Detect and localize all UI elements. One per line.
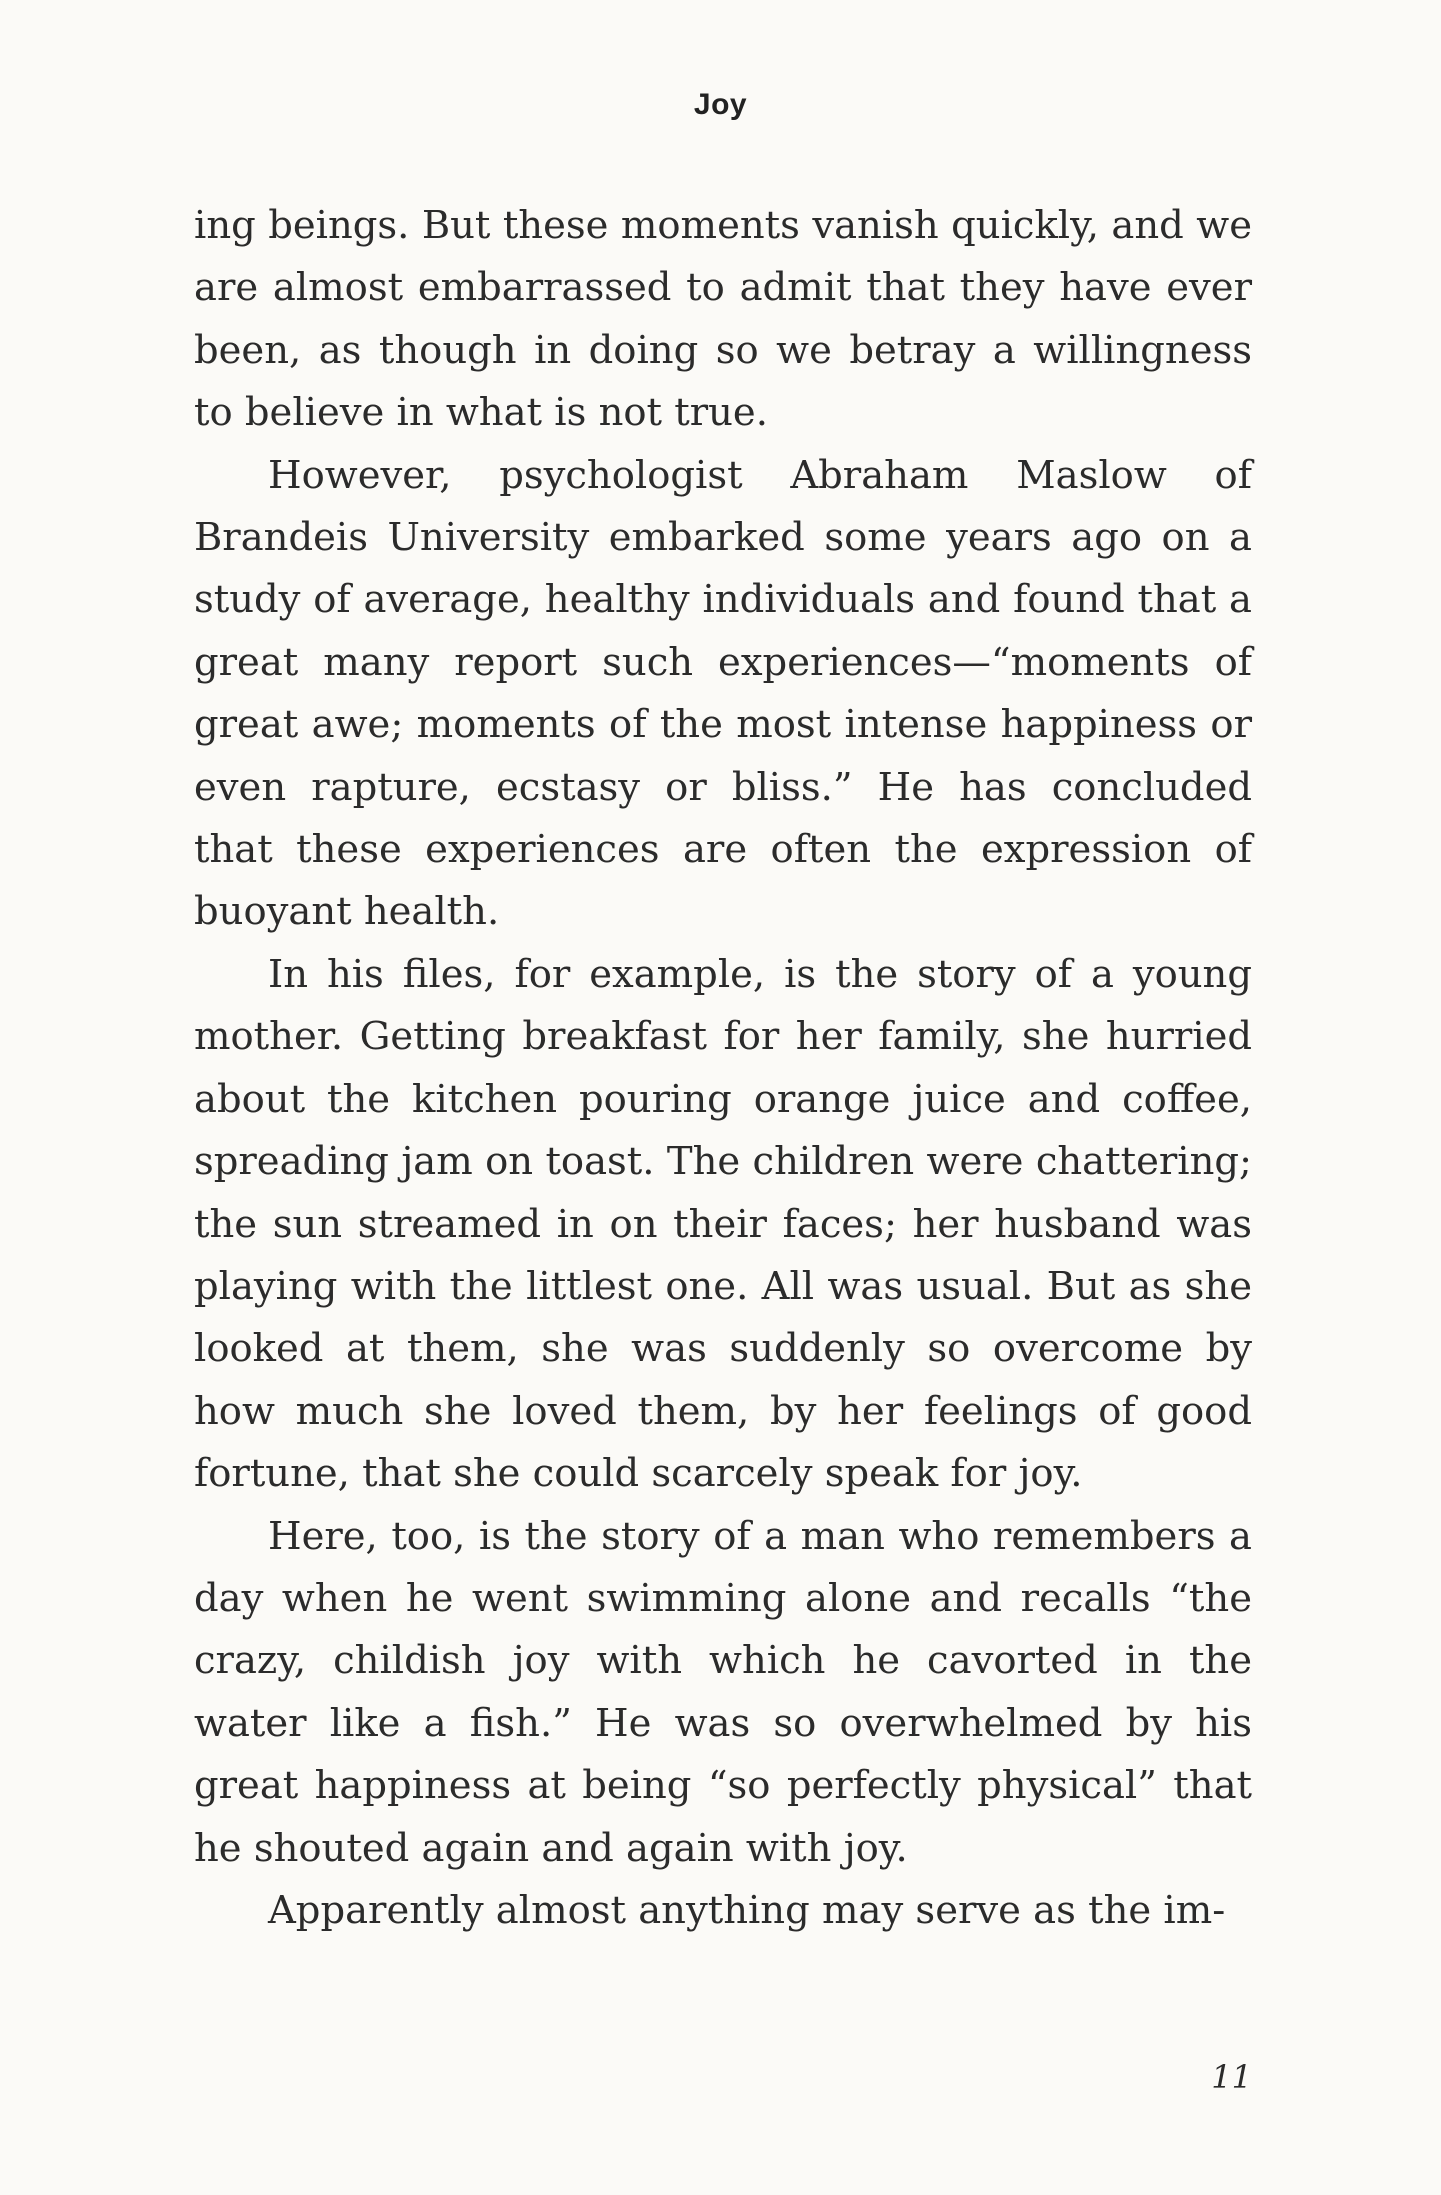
body-text [194, 195, 1252, 1942]
paragraph-4: Here, too, is the story of a man who remembers a day when he went swimming alone and recalls “the crazy, childish joy with which he cavorted in the water like a fish.” He was so overwhelmed by his great happiness at being “so perfectly physical” that he shouted again and again with joy. [194, 1513, 1252, 1871]
paragraph-1: ing beings. But these moments vanish quickly, and we are almost embarrassed to admit that they have ever been, as though in doing so we betray a willingness to believe in what is not true. [194, 203, 1252, 436]
paragraph-2: However, psychologist Abraham Maslow of Brandeis University embarked some years ago on a study of average, healthy individuals and found that a great many report such experiences—“moments of great awe; moments of the most intense happiness or even rapture, ecstasy or bliss.” He has concluded that these experiences are often the expression of buoyant health. [194, 452, 1252, 935]
page-number: 11 [1211, 2058, 1252, 2096]
paragraph-3: In his files, for example, is the story of a young mother. Getting breakfast for her family, she hurried about the kitchen pouring orange juice and coffee, spreading jam on toast. The children were chattering; the sun streamed in on their faces; her husband was playing with the littlest one. All was usual. But as she looked at them, she was suddenly so overcome by how much she loved them, by her feelings of good fortune, that she could scarcely speak for joy. [194, 951, 1252, 1497]
paragraph-5: Apparently almost anything may serve as the im- [268, 1887, 1226, 1933]
running-head: Joy [693, 88, 748, 121]
